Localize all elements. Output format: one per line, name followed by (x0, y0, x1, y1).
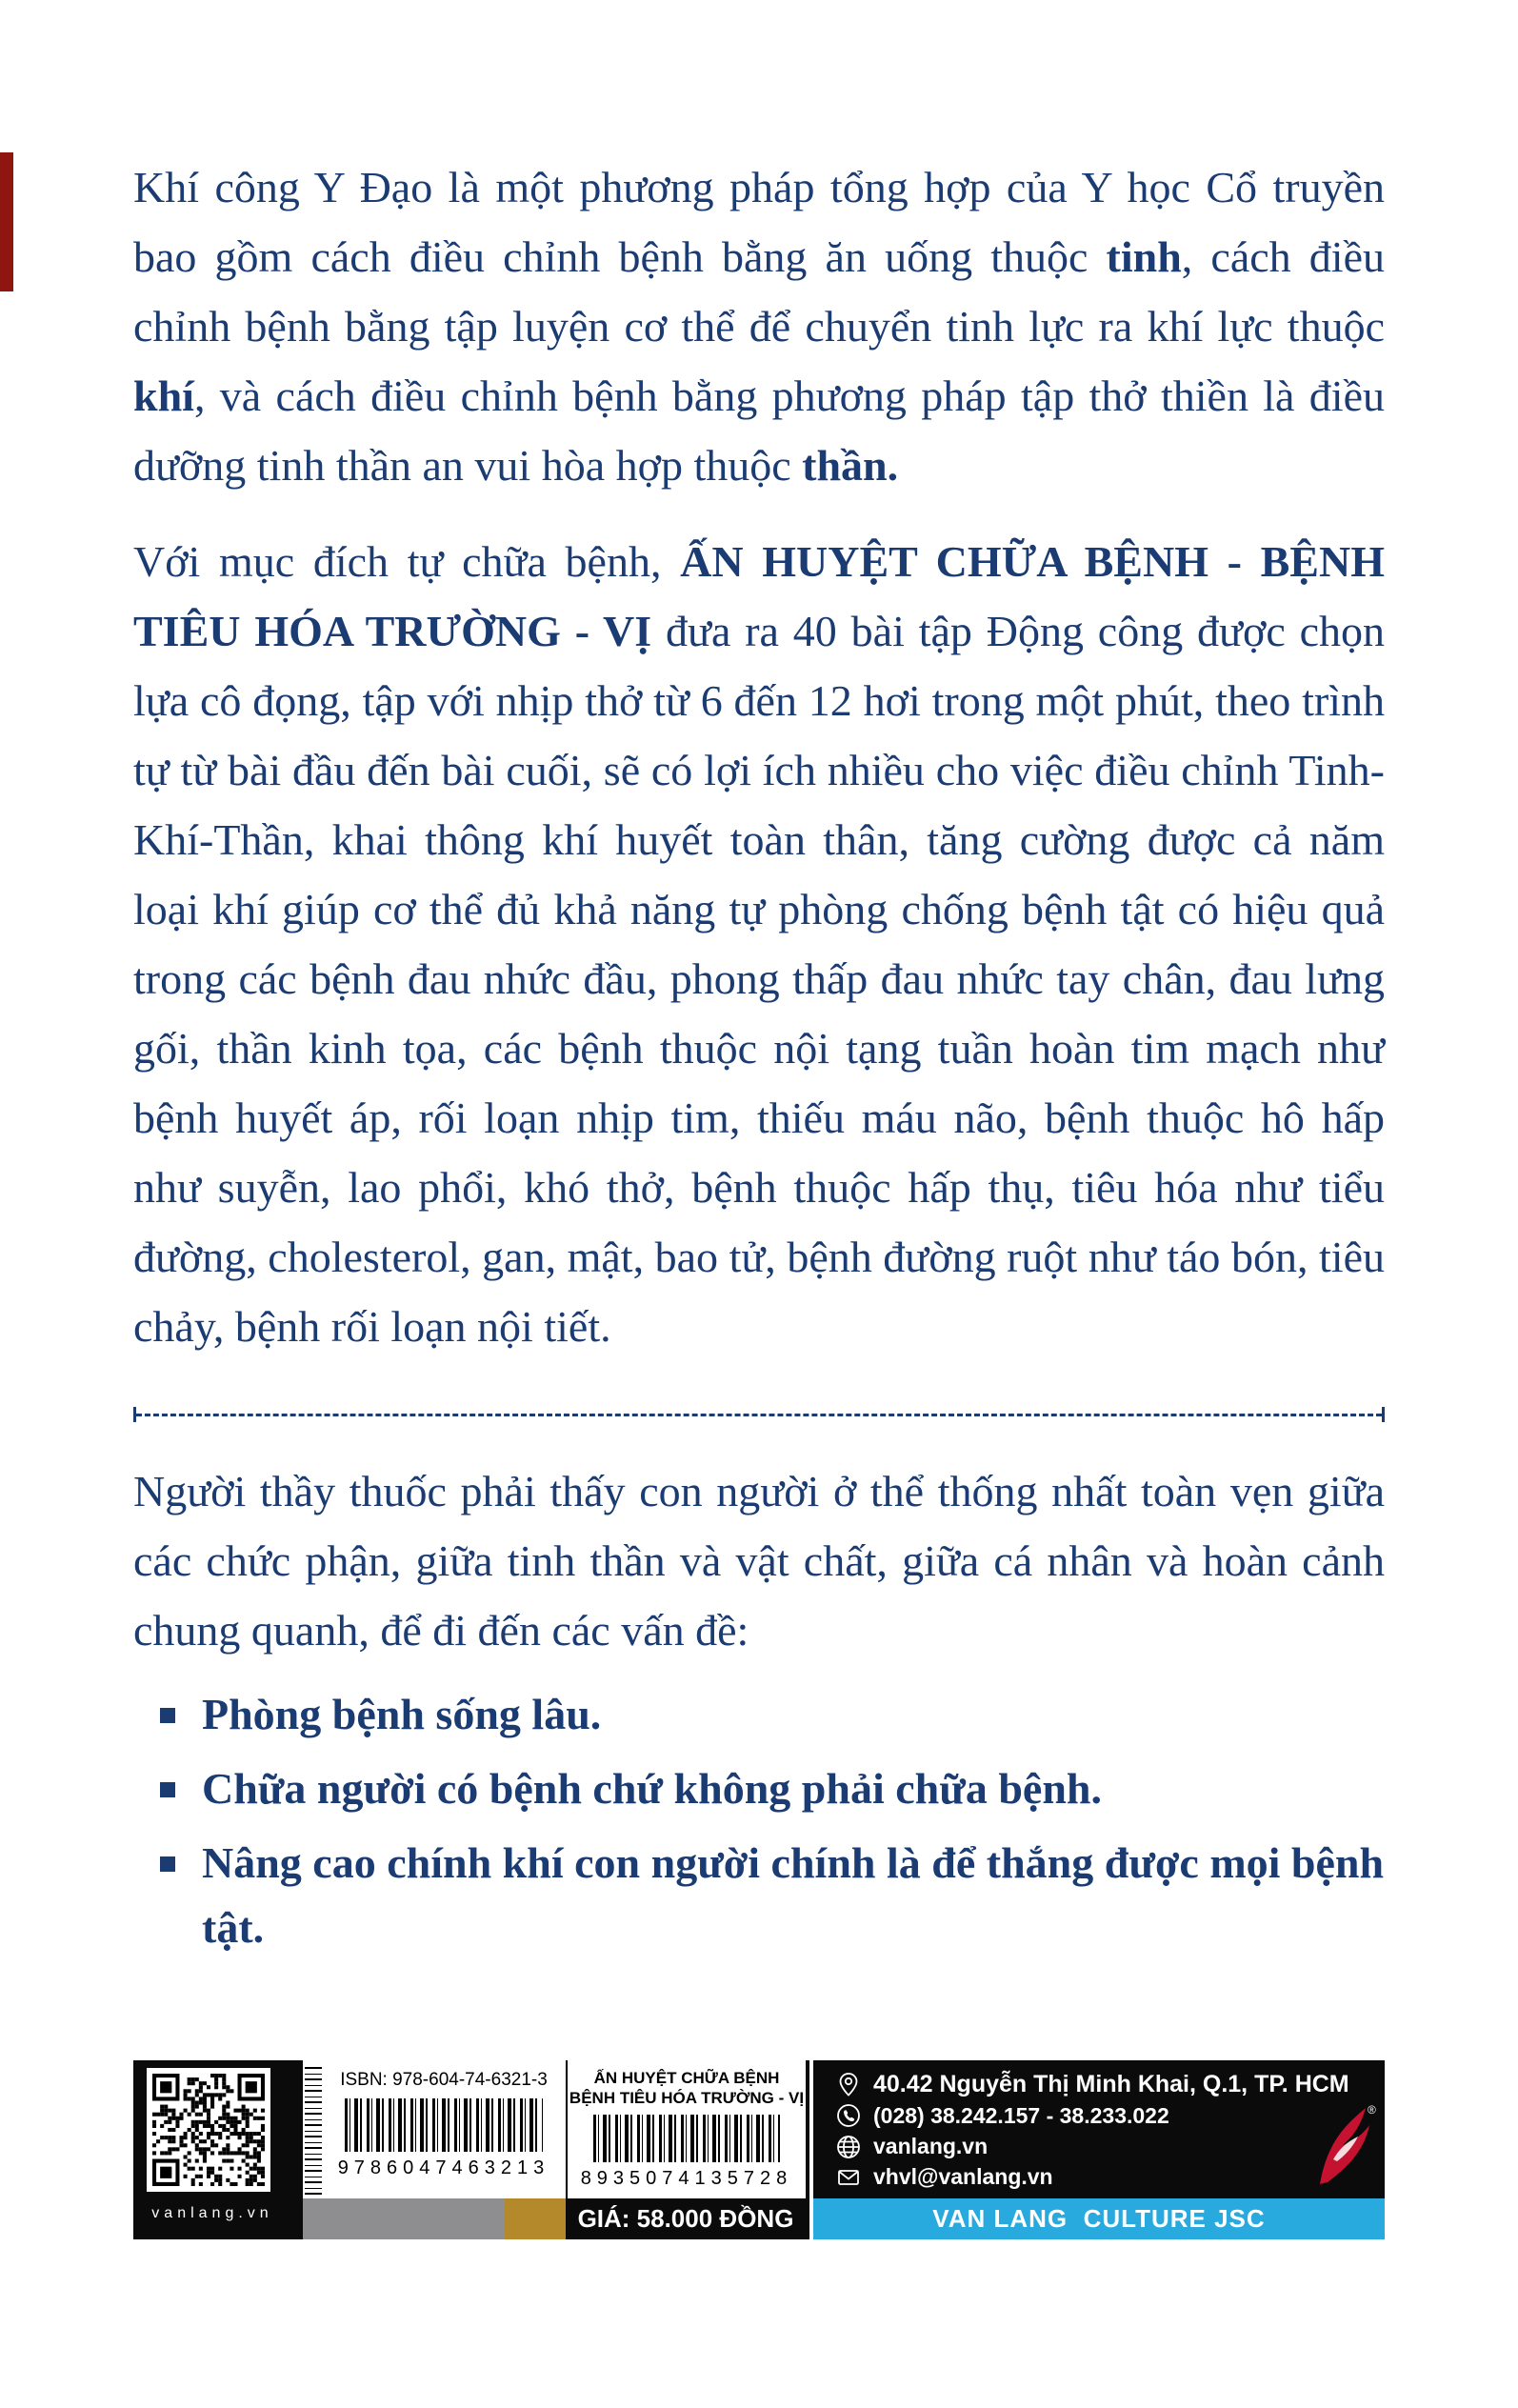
text-run: Người thầy thuốc phải thấy con người ở thể thống nhất toàn vẹn giữa các chức phận, giữa tinh thần và vật chất, giữa cá nhân và hoàn cảnh chung quanh, để đi đến các vấn đề: (133, 1467, 1385, 1655)
spine-accent-bar (0, 152, 13, 291)
isbn-block (324, 2060, 564, 2198)
divider-dashed-line (136, 1414, 1382, 1416)
list-item (133, 1756, 1385, 1821)
dashed-divider (133, 1407, 1385, 1422)
svg-text:®: ® (1368, 2103, 1376, 2117)
globe-icon (836, 2135, 861, 2159)
website-text: vanlang.vn (873, 2134, 989, 2159)
email-icon (836, 2165, 861, 2190)
list-item-text: Nâng cao chính khí con người chính là để thắng được mọi bệnh tật. (202, 1838, 1385, 1952)
paragraph-intro (133, 152, 1385, 500)
text-run: , và cách điều chỉnh bệnh bằng phương pháp tập thở thiền là điều dưỡng tinh thần an vui hòa hợp thuộc (133, 371, 1385, 490)
list-item (133, 1682, 1385, 1747)
divider-end-tick (1382, 1407, 1385, 1422)
product-code-block (568, 2060, 806, 2198)
book-title-inline: ẤN HUYỆT CHỮA BỆNH - BỆNH TIÊU HÓA TRƯỜNG - VỊ (133, 537, 1385, 655)
contact-row-phone (836, 2103, 1308, 2129)
text-run: Khí công Y Đạo là một phương pháp tổng hợp của Y học Cổ truyền bao gồm cách điều chỉnh bệnh bằng ăn uống thuộc (133, 163, 1385, 281)
square-bullet-icon (160, 1856, 175, 1872)
contact-row-email (836, 2164, 1308, 2190)
text-run-bold: tinh (1106, 232, 1182, 281)
vanlang-logo (1308, 2100, 1377, 2194)
phone-text: (028) 38.242.157 - 38.233.022 (873, 2102, 1169, 2128)
list-item-text: Chữa người có bệnh chứ không phải chữa bệnh. (202, 1764, 1102, 1813)
qr-code (147, 2068, 270, 2192)
contact-info (813, 2060, 1349, 2198)
text-run-bold: khí (133, 371, 194, 420)
list-item-text: Phòng bệnh sống lâu. (202, 1690, 602, 1738)
vertical-stripes-decoration (305, 2064, 322, 2195)
isbn-label: ISBN: 978-604-74-6321-3 (340, 2070, 548, 2090)
company-name-bar: VAN LANG CULTURE JSC (813, 2198, 1385, 2239)
paragraph-doctor-principles (133, 1456, 1385, 1665)
square-bullet-icon (160, 1708, 175, 1723)
text-run: , cách điều chỉnh bệnh bằng tập luyện cơ thể để chuyển tinh lực ra khí lực thuộc (133, 232, 1385, 351)
book-title-small-line2: BỆNH TIÊU HÓA TRƯỜNG - VỊ (569, 2089, 805, 2107)
principles-list (133, 1682, 1385, 1960)
qr-caption: vanlang.vn (151, 2205, 273, 2221)
isbn-barcode-panel (303, 2060, 806, 2198)
text-run-bold: thần. (802, 441, 899, 490)
book-title-small-line1: ẤN HUYỆT CHỮA BỆNH (593, 2069, 780, 2087)
barcode-product-number: 8935074135728 (580, 2168, 793, 2189)
email-text: vhvl@vanlang.vn (873, 2164, 1053, 2190)
gray-strip (303, 2198, 505, 2239)
paragraph-book-description (133, 527, 1385, 1361)
location-pin-icon (836, 2072, 861, 2097)
contact-row-website (836, 2134, 1308, 2159)
barcode-isbn (345, 2098, 543, 2152)
publisher-footer-bar (133, 2060, 1385, 2239)
square-bullet-icon (160, 1782, 175, 1797)
qr-block (133, 2060, 303, 2239)
phone-icon (836, 2103, 861, 2128)
contact-row-address (836, 2070, 1349, 2098)
price-tag: GIÁ: 58.000 ĐỒNG (577, 2204, 794, 2233)
gold-strip (505, 2198, 566, 2239)
list-item (133, 1831, 1385, 1960)
text-run: Với mục đích tự chữa bệnh, (133, 537, 681, 586)
back-cover-text (133, 152, 1385, 1970)
address-text: 40.42 Nguyễn Thị Minh Khai, Q.1, TP. HCM (873, 2070, 1349, 2097)
barcode-product (593, 2115, 780, 2162)
barcode-isbn-number: 9786047463213 (337, 2157, 550, 2178)
text-run: đưa ra 40 bài tập Động công được chọn lựa cô đọng, tập với nhịp thở từ 6 đến 12 hơi trong một phút, theo trình tự từ bài đầu đến bài cuối, sẽ có lợi ích nhiều cho việc điều chỉnh Tinh-Khí-Thần, khai thông khí huyết toàn thân, tăng cường được cả năm loại khí giúp cơ thể đủ khả năng tự phòng chống bệnh tật có hiệu quả trong các bệnh đau nhức đầu, phong thấp đau nhức tay chân, đau lưng gối, thần kinh tọa, các bệnh thuộc nội tạng tuần hoàn tim mạch như bệnh huyết áp, rối loạn nhịp tim, thiếu máu não, bệnh thuộc hô hấp như suyễn, lao phổi, khó thở, bệnh thuộc hấp thụ, tiêu hóa như tiểu đường, cholesterol, gan, mật, bao tử, bệnh đường ruột như táo bón, tiêu chảy, bệnh rối loạn nội tiết. (133, 607, 1385, 1351)
